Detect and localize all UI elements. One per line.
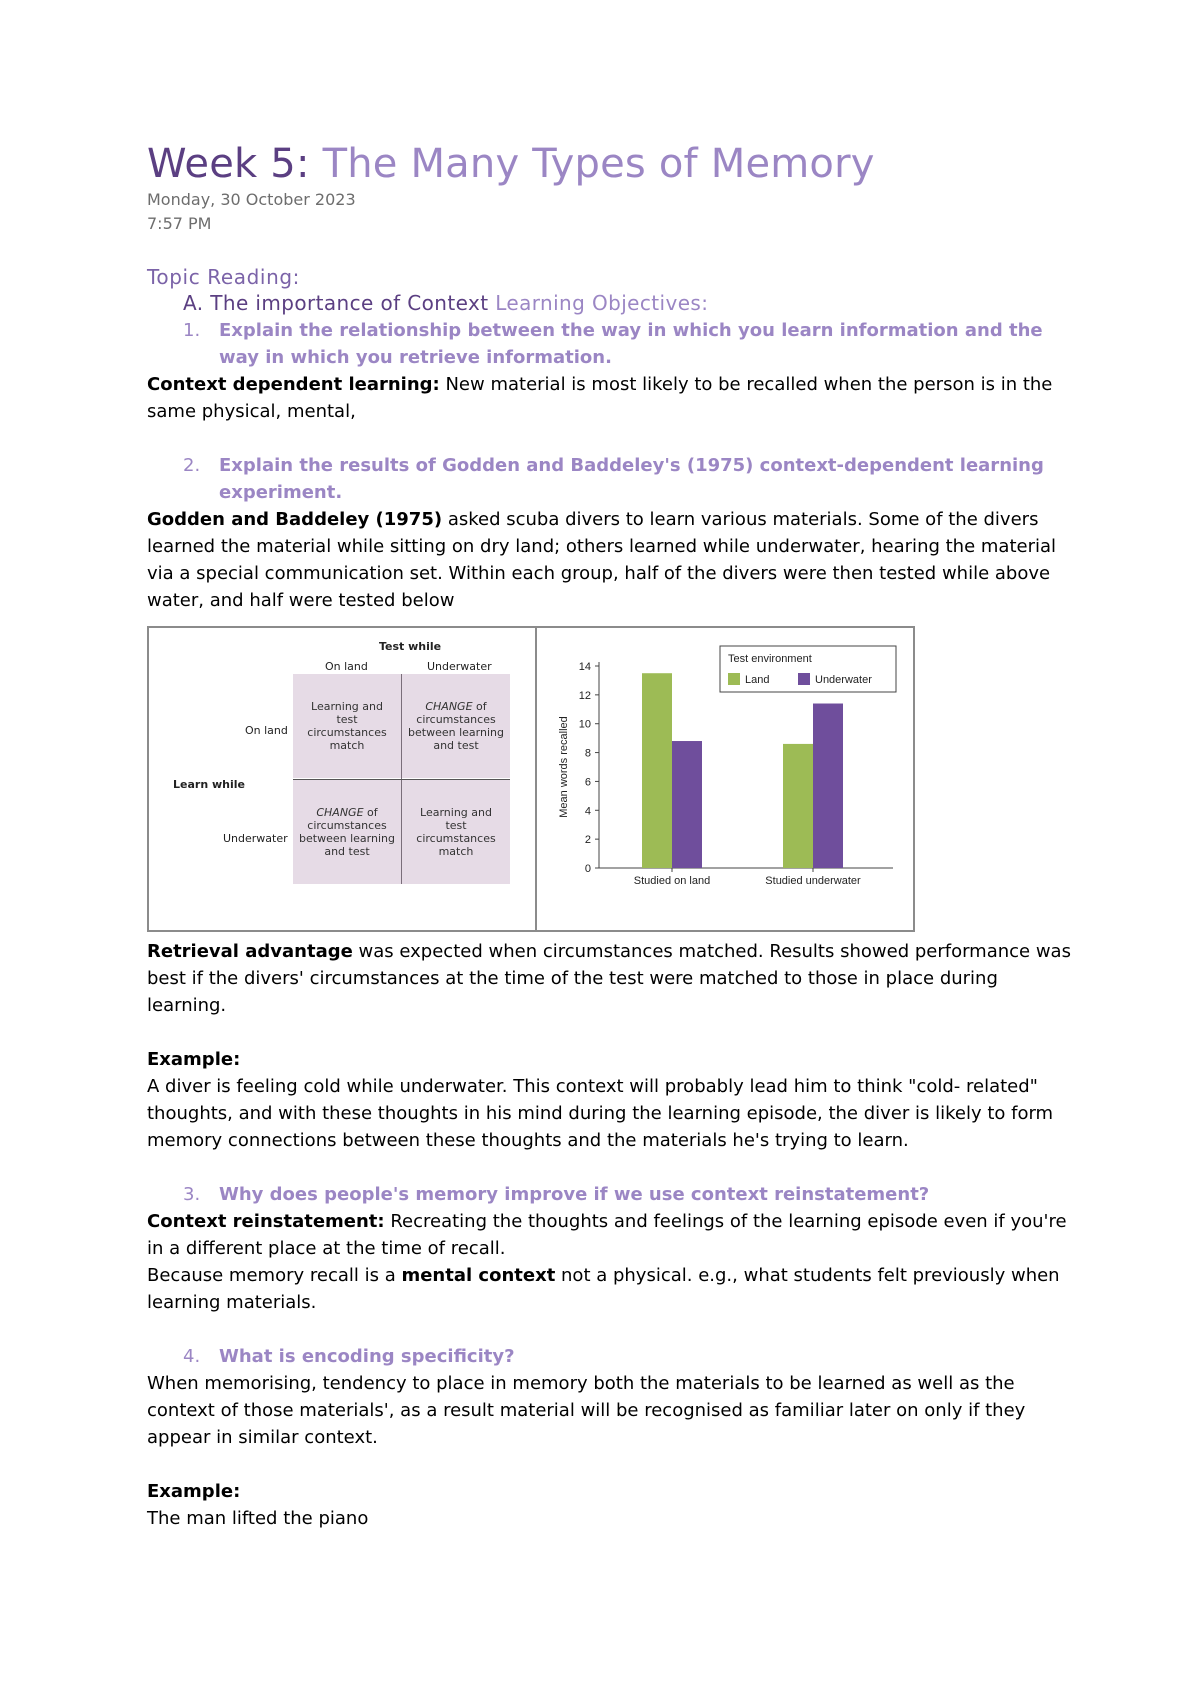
context-dependent-learning-paragraph	[147, 371, 1077, 425]
title-topic: The Many Types of Memory	[322, 141, 875, 187]
cr-term: Context reinstatement:	[147, 1211, 385, 1232]
objective-2-text: Explain the results of Godden and Baddeley's (1975) context-dependent learning experiment.	[219, 455, 1044, 503]
objective-3-number: 3.	[183, 1184, 201, 1205]
topic-reading-heading: Topic Reading:	[147, 265, 300, 289]
context-reinstatement-paragraph	[147, 1208, 1077, 1262]
example-1-text: A diver is feeling cold while underwater. This context will probably lead him to think "cold- related" thoughts, and with these thoughts in his mind during the learning episode, the diver is likely to form memory connections between these thoughts and the materials he's trying to learn.	[147, 1076, 1054, 1151]
col-on-land-label: On land	[325, 660, 368, 673]
experiment-figure	[147, 626, 917, 932]
objective-3-text: Why does people's memory improve if we use context reinstatement?	[219, 1184, 930, 1205]
cdl-text: New material is most likely to be recalled when the person is in the same physical, mental,	[147, 374, 1053, 422]
example-1-label: Example:	[147, 1049, 241, 1070]
col-underwater-label: Underwater	[427, 660, 492, 673]
note-time: 7:57 PM	[147, 214, 212, 233]
cell-underwater-underwater-text: Learning and test circumstances match	[416, 806, 496, 858]
bar-land-studied-on-land	[642, 673, 672, 868]
because-paragraph	[147, 1262, 1077, 1316]
objective-2-number: 2.	[183, 455, 201, 476]
x-tick-label-0: Studied on land	[633, 875, 711, 887]
legend-title: Test environment	[728, 653, 812, 665]
bar-chart-panel	[535, 626, 915, 932]
because-pre: Because memory recall is a	[147, 1265, 402, 1286]
legend-swatch-underwater	[798, 673, 810, 685]
section-a-heading	[183, 290, 1077, 317]
objective-4-text: What is encoding specificity?	[219, 1346, 515, 1367]
legend-swatch-land	[728, 673, 740, 685]
cdl-term: Context dependent learning:	[147, 374, 440, 395]
objective-4	[183, 1343, 1077, 1370]
bar-land-studied-underwater	[783, 744, 813, 868]
title-week: Week 5:	[147, 141, 310, 187]
y-tick-label-12: 12	[578, 689, 591, 702]
objective-1	[183, 317, 1077, 371]
cell-land-land	[293, 674, 401, 778]
y-tick-label-8: 8	[584, 747, 591, 760]
legend-label-underwater: Underwater	[815, 674, 872, 686]
learn-while-label: Learn while	[173, 778, 245, 791]
gb-text: asked scuba divers to learn various materials. Some of the divers learned the material while sitting on dry land; others learned while underwater, hearing the material via a special communication set. Within each group, half of the divers were then tested while above water, and half were tested below	[147, 509, 1057, 611]
cell-underwater-land-rest: of circumstances between learning and test	[299, 806, 395, 858]
design-matrix-panel	[147, 626, 537, 932]
change-em-2: CHANGE	[316, 806, 364, 819]
cell-land-underwater-text	[408, 700, 504, 752]
y-tick-label-6: 6	[584, 776, 591, 789]
because-post: not a physical. e.g., what students felt previously when learning materials.	[147, 1265, 1060, 1313]
objective-1-number: 1.	[183, 320, 201, 341]
retrieval-advantage-paragraph	[147, 938, 1077, 1019]
cell-land-underwater-rest: of circumstances between learning and test	[408, 700, 504, 752]
test-while-label: Test while	[379, 640, 442, 653]
cell-underwater-land-text	[299, 806, 395, 858]
cell-land-underwater	[402, 674, 510, 778]
encoding-specificity-paragraph: When memorising, tendency to place in memory both the materials to be learned as well as the context of those materials', as a result material will be recognised as familiar later on only if they appear in similar context.	[147, 1373, 1026, 1448]
x-tick-label-1: Studied underwater	[765, 875, 861, 887]
godden-baddeley-paragraph	[147, 506, 1077, 614]
page-title	[147, 140, 1077, 188]
ra-text: was expected when circumstances matched. Results showed performance was best if the divers' circumstances at the time of the test were matched to those in place during learning.	[147, 941, 1071, 1016]
y-tick-label-0: 0	[584, 863, 591, 875]
mental-context-term: mental context	[401, 1265, 556, 1286]
objective-4-number: 4.	[183, 1346, 201, 1367]
objective-3	[183, 1181, 1077, 1208]
note-page	[147, 140, 1077, 1532]
change-em-1: CHANGE	[425, 700, 473, 713]
bar-underwater-studied-underwater	[813, 704, 843, 868]
bar-chart	[537, 628, 913, 930]
example-2-label: Example:	[147, 1481, 241, 1502]
cell-underwater-land	[293, 780, 401, 884]
learning-objectives-label: Learning Objectives:	[495, 291, 709, 315]
bar-underwater-studied-on-land	[672, 741, 702, 868]
row-on-land-label: On land	[245, 724, 288, 737]
section-a-text: The importance of Context	[210, 291, 489, 315]
ra-term: Retrieval advantage	[147, 941, 353, 962]
objective-2	[183, 452, 1077, 506]
y-tick-label-4: 4	[584, 805, 591, 818]
gb-term: Godden and Baddeley (1975)	[147, 509, 443, 530]
y-tick-label-14: 14	[578, 661, 591, 673]
objective-1-text: Explain the relationship between the way in which you learn information and the way in which you retrieve information.	[219, 320, 1043, 368]
y-tick-label-10: 10	[578, 718, 591, 731]
example-2-text: The man lifted the piano	[147, 1508, 369, 1529]
cell-underwater-underwater	[402, 780, 510, 884]
row-underwater-label: Underwater	[223, 832, 288, 845]
y-axis-label: Mean words recalled	[558, 716, 570, 818]
note-date: Monday, 30 October 2023	[147, 190, 356, 209]
legend-label-land: Land	[745, 674, 770, 686]
section-a-marker: A.	[183, 291, 204, 315]
cell-land-land-text: Learning and test circumstances match	[307, 700, 387, 752]
matrix-hline	[293, 779, 510, 780]
y-tick-label-2: 2	[584, 834, 591, 847]
cr-text: Recreating the thoughts and feelings of the learning episode even if you're in a different place at the time of recall.	[147, 1211, 1067, 1259]
